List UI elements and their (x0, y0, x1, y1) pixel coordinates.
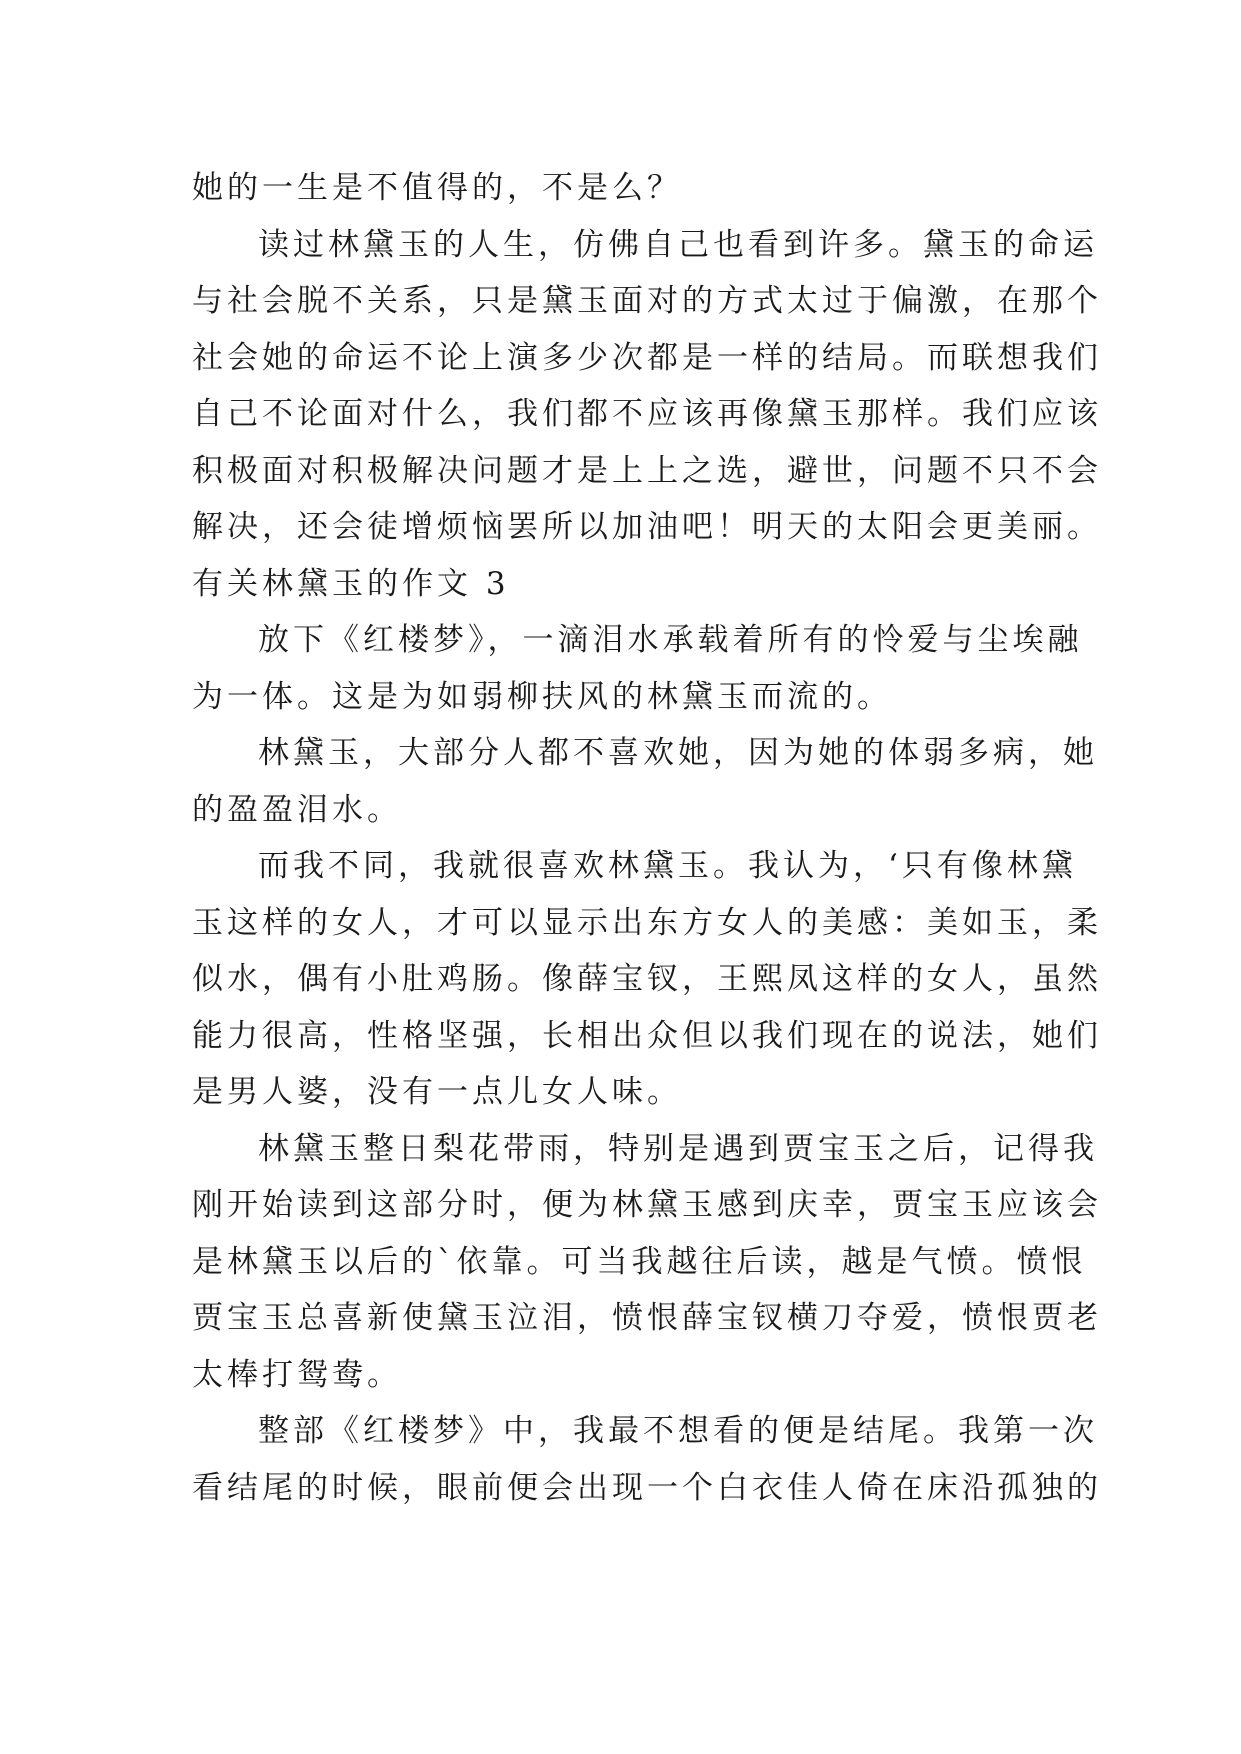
essay-line: 为一体。这是为如弱柳扶风的林黛玉而流的。 (192, 678, 892, 715)
essay-line: 自己不论面对什么，我们都不应该再像黛玉那样。我们应该 (192, 396, 1102, 432)
essay-line: 整部《红楼梦》中，我最不想看的便是结尾。我第一次 (258, 1413, 1098, 1449)
essay-line: 似水，偶有小肚鸡肠。像薛宝钗，王熙凤这样的女人，虽然 (192, 961, 1102, 997)
essay-line: 的盈盈泪水。 (192, 791, 402, 828)
essay-line: 是男人婆，没有一点儿女人味。 (192, 1074, 682, 1110)
essay-line: 贾宝玉总喜新使黛玉泣泪，愤恨薛宝钗横刀夺爱，愤恨贾老 (192, 1300, 1102, 1336)
essay-body (192, 160, 1102, 1516)
essay-line: 解决，还会徒增烦恼罢所以加油吧！明天的太阳会更美丽。 (192, 509, 1102, 545)
essay-line: 玉这样的女人，才可以显示出东方女人的美感：美如玉，柔 (192, 904, 1102, 941)
essay-line: 她的一生是不值得的，不是么？ (192, 170, 682, 206)
essay-line: 与社会脱不关系，只是黛玉面对的方式太过于偏激，在那个 (192, 283, 1102, 319)
essay-line: 社会她的命运不论上演多少次都是一样的结局。而联想我们 (192, 339, 1102, 376)
essay-line: 太棒打鸳鸯。 (192, 1356, 402, 1393)
essay-line: 放下《红楼梦》，一滴泪水承载着所有的怜爱与尘埃融 (258, 622, 1083, 658)
essay-line: 林黛玉，大部分人都不喜欢她，因为她的体弱多病，她 (258, 735, 1098, 771)
essay-line: 读过林黛玉的人生，仿佛自己也看到许多。黛玉的命运 (258, 226, 1098, 263)
essay-line: 刚开始读到这部分时，便为林黛玉感到庆幸，贾宝玉应该会 (192, 1187, 1102, 1223)
essay-line: 林黛玉整日梨花带雨，特别是遇到贾宝玉之后，记得我 (258, 1130, 1098, 1167)
essay-line: 积极面对积极解决问题才是上上之选，避世，问题不只不会 (192, 452, 1102, 489)
essay-line: 能力很高，性格坚强，长相出众但以我们现在的说法，她们 (192, 1017, 1102, 1054)
essay-line: 是林黛玉以后的`依靠。可当我越往后读，越是气愤。愤恨 (192, 1243, 1087, 1280)
section-heading: 有关林黛玉的作文 3 (192, 565, 510, 602)
essay-line: 而我不同，我就很喜欢林黛玉。我认为，‘只有像林黛 (258, 848, 1077, 884)
essay-line: 看结尾的时候，眼前便会出现一个白衣佳人倚在床沿孤独的 (192, 1469, 1102, 1506)
